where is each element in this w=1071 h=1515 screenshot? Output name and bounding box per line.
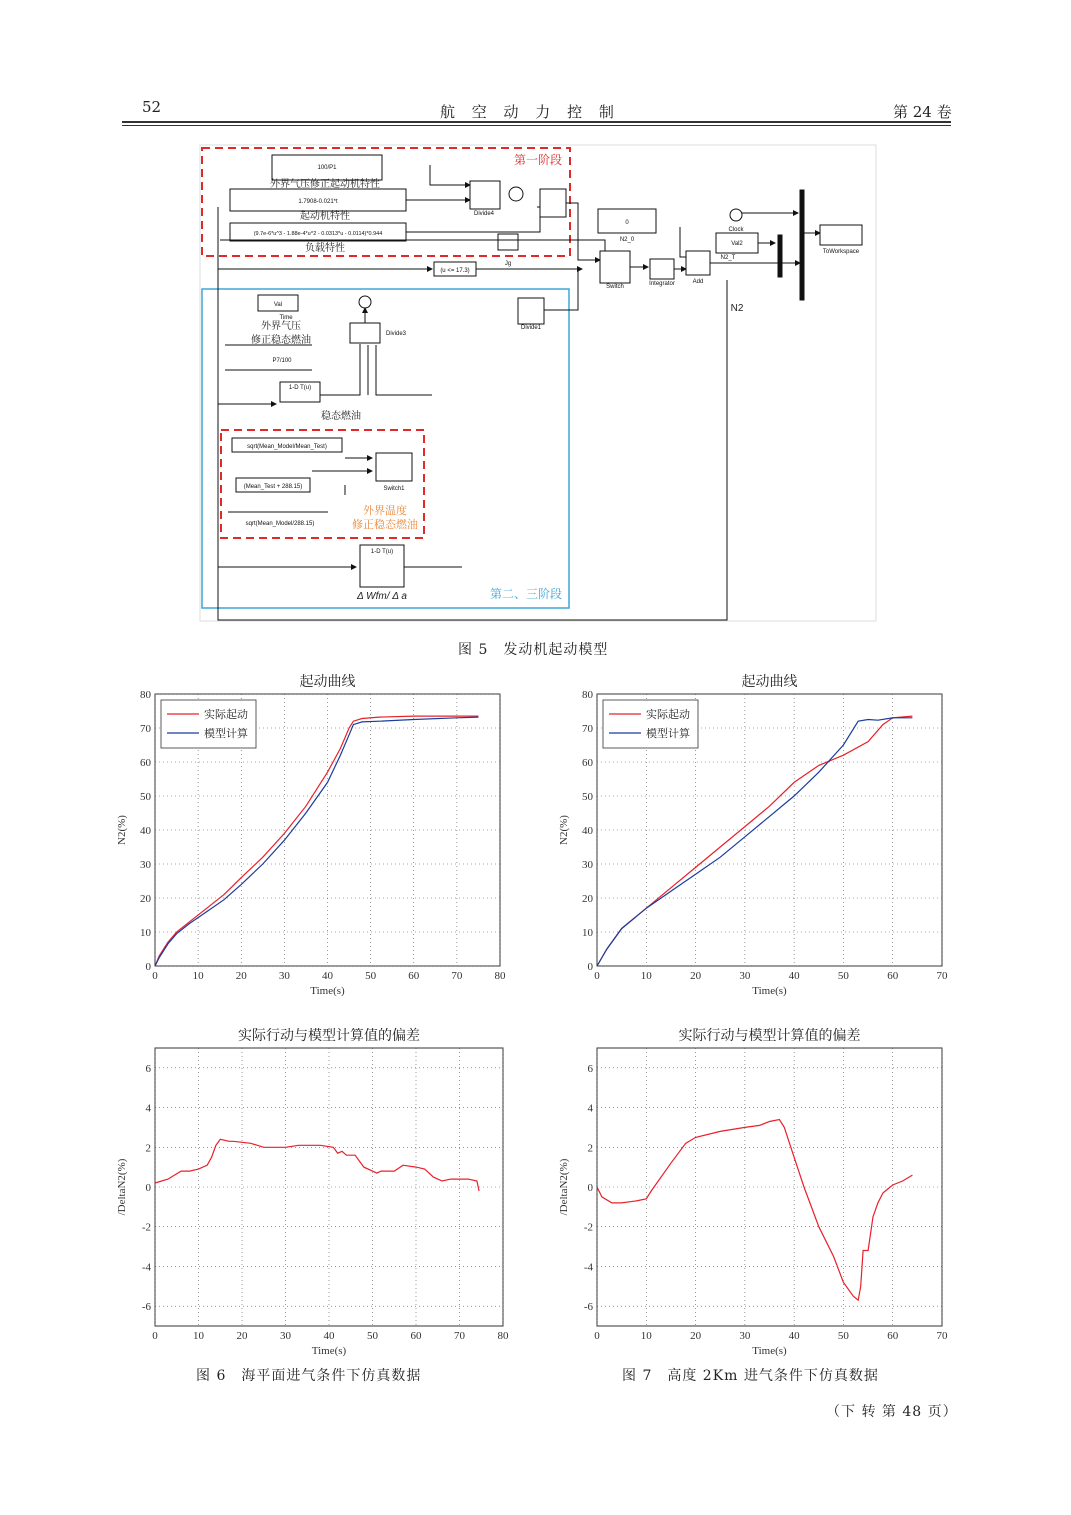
svg-text:Jg: Jg [504,261,512,267]
x-tick-label: 20 [236,1330,248,1342]
journal-title: 航 空 动 力 控 制 [440,103,620,121]
y-tick-label: 4 [145,1102,151,1115]
y-tick-label: -2 [583,1221,593,1234]
svg-text:1.7908-0.021*t: 1.7908-0.021*t [298,199,338,205]
svg-text:外界气压: 外界气压 [261,321,301,332]
y-tick-label: 0 [587,1182,593,1194]
svg-text:Switch: Switch [606,284,624,290]
y-tick-label: 20 [582,893,593,905]
y-tick-label: 80 [582,689,593,701]
x-tick-label: 80 [497,1330,509,1342]
y-tick-label: 40 [582,825,593,837]
svg-text:(u <= 17.3): (u <= 17.3) [440,268,470,274]
y-tick-label: 40 [140,825,151,837]
x-tick-label: 40 [323,1330,335,1342]
svg-text:1-D T(u): 1-D T(u) [370,549,394,555]
x-axis-label: Time(s) [311,1345,347,1357]
x-tick-label: 50 [365,970,377,982]
chart-title: 实际行动与模型计算值的偏差 [238,1028,420,1044]
svg-text:负载特性: 负载特性 [305,243,345,254]
chart-title: 起动曲线 [299,674,356,690]
x-tick-label: 30 [280,1330,291,1342]
temp-label-1: 外界温度 [363,505,407,517]
svg-text:(Mean_Test + 288.15): (Mean_Test + 288.15) [243,484,303,490]
x-tick-label: 0 [594,1330,600,1342]
svg-text:Val2: Val2 [731,241,743,247]
legend-label: 模型计算 [646,727,690,740]
svg-text:Time: Time [279,315,293,321]
x-tick-label: 0 [152,970,158,982]
x-tick-label: 0 [152,1330,158,1342]
x-axis-label: Time(s) [752,1345,787,1357]
x-axis-label: Time(s) [310,985,345,997]
figure5-caption: 图 5 发动机起动模型 [458,642,609,658]
figure6-caption: 图 6 海平面进气条件下仿真数据 [196,1368,422,1384]
x-tick-label: 10 [192,970,204,982]
header-rule-thick [122,121,951,123]
svg-text:ToWorkspace: ToWorkspace [822,249,860,255]
svg-text:Clock: Clock [728,227,744,233]
svg-text:1-D T(u): 1-D T(u) [288,385,312,391]
stage23-label: 第二、三阶段 [489,587,563,601]
svg-text:修正稳态燃油: 修正稳态燃油 [251,335,311,346]
figure7-caption: 图 7 高度 2Km 进气条件下仿真数据 [622,1368,879,1384]
x-tick-label: 60 [887,970,899,982]
y-tick-label: -4 [141,1261,151,1274]
y-tick-label: -2 [141,1221,151,1234]
legend-label: 实际起动 [646,708,690,721]
y-tick-label: 2 [587,1142,593,1155]
y-tick-label: 60 [140,757,151,769]
y-tick-label: 6 [145,1062,151,1075]
svg-text:P7/100: P7/100 [272,358,292,364]
y-tick-label: 0 [587,961,593,973]
chart-title: 起动曲线 [741,674,798,690]
temp-label-2: 修正稳态燃油 [352,519,418,531]
x-tick-label: 50 [367,1330,378,1342]
x-tick-label: 70 [451,970,463,982]
svg-text:Val: Val [273,302,283,308]
svg-text:起动机特性: 起动机特性 [300,211,350,222]
x-axis-label: Time(s) [752,985,787,997]
y-tick-label: 30 [582,859,593,871]
x-tick-label: 10 [193,1330,204,1342]
svg-text:(9.7e-6*u^3 - 1.88e-4*u^2 - 0.: (9.7e-6*u^3 - 1.88e-4*u^2 - 0.0313*u - 0.0114)*0.944 [253,231,383,237]
x-tick-label: 10 [640,970,652,982]
x-tick-label: 60 [887,1330,899,1342]
y-tick-label: 30 [140,859,151,871]
chart-title: 实际行动与模型计算值的偏差 [678,1028,861,1044]
y-tick-label: 70 [582,723,593,735]
y-axis-label: N2(%) [558,815,570,845]
svg-text:Switch1: Switch1 [383,486,405,492]
chart-deviation-2km [552,1024,972,1357]
x-tick-label: 50 [837,970,849,982]
x-tick-label: 0 [594,970,600,982]
simulink-diagram [200,145,880,625]
x-tick-label: 30 [278,970,290,982]
svg-text:Divide1: Divide1 [520,325,542,331]
svg-text:Integrator: Integrator [649,281,675,287]
x-tick-label: 20 [235,970,247,982]
x-tick-label: 30 [739,970,751,982]
x-tick-label: 60 [410,1330,422,1342]
legend-label: 模型计算 [204,727,248,740]
legend-label: 实际起动 [204,708,248,721]
x-tick-label: 40 [788,970,800,982]
x-tick-label: 20 [690,970,702,982]
y-tick-label: 0 [145,961,151,973]
svg-text:稳态燃油: 稳态燃油 [321,411,361,422]
stage1-label: 第一阶段 [513,153,563,167]
svg-text:sqrt(Mean_Model/Mean_Test): sqrt(Mean_Model/Mean_Test) [247,444,327,450]
svg-text:0: 0 [625,220,629,226]
x-tick-label: 50 [837,1330,849,1342]
y-tick-label: 10 [140,927,151,939]
y-axis-label: /DeltaN2(%) [558,1158,570,1216]
x-tick-label: 60 [408,970,420,982]
x-tick-label: 70 [936,1330,948,1342]
y-tick-label: 50 [140,791,151,803]
x-tick-label: 40 [322,970,333,982]
y-tick-label: 4 [587,1102,593,1115]
y-tick-label: 0 [145,1182,151,1194]
y-tick-label: 6 [587,1062,593,1075]
svg-text:100/P1: 100/P1 [317,165,337,171]
svg-text:N2: N2 [730,303,744,314]
y-tick-label: -4 [583,1261,593,1274]
continued-note: （下 转 第 48 页） [826,1404,958,1420]
y-tick-label: 2 [145,1142,151,1155]
x-tick-label: 80 [494,970,506,982]
page-number: 52 [142,98,162,116]
x-tick-label: 70 [936,970,948,982]
y-tick-label: 70 [140,723,151,735]
svg-text:Add: Add [692,279,704,285]
y-tick-label: 80 [140,689,151,701]
y-tick-label: 50 [582,791,593,803]
chart-deviation-sea-level [110,1024,530,1357]
x-tick-label: 20 [690,1330,702,1342]
x-tick-label: 70 [454,1330,465,1342]
x-tick-label: 30 [739,1330,751,1342]
chart-start-curve-2km [552,670,972,1010]
y-tick-label: 10 [582,927,593,939]
svg-text:Divide4: Divide4 [473,211,495,217]
svg-text:Divide3: Divide3 [385,331,407,337]
x-tick-label: 10 [640,1330,652,1342]
svg-text:sqrt(Mean_Model/288.15): sqrt(Mean_Model/288.15) [245,521,315,527]
chart-start-curve-sea-level [110,670,530,1010]
y-tick-label: -6 [141,1301,151,1314]
volume-label: 第 24 卷 [893,103,952,121]
y-axis-label: N2(%) [116,815,128,845]
y-axis-label: /DeltaN2(%) [116,1158,128,1216]
header-rule-thin [122,125,951,126]
y-tick-label: 20 [140,893,151,905]
svg-text:外界气压修正起动机特性: 外界气压修正起动机特性 [270,179,380,190]
y-tick-label: 60 [582,757,593,769]
y-tick-label: -6 [583,1301,593,1314]
svg-text:N2_T: N2_T [720,255,736,261]
svg-text:Δ Wfm/ Δ a: Δ Wfm/ Δ a [357,591,407,602]
x-tick-label: 40 [788,1330,800,1342]
svg-text:N2_0: N2_0 [619,237,635,243]
